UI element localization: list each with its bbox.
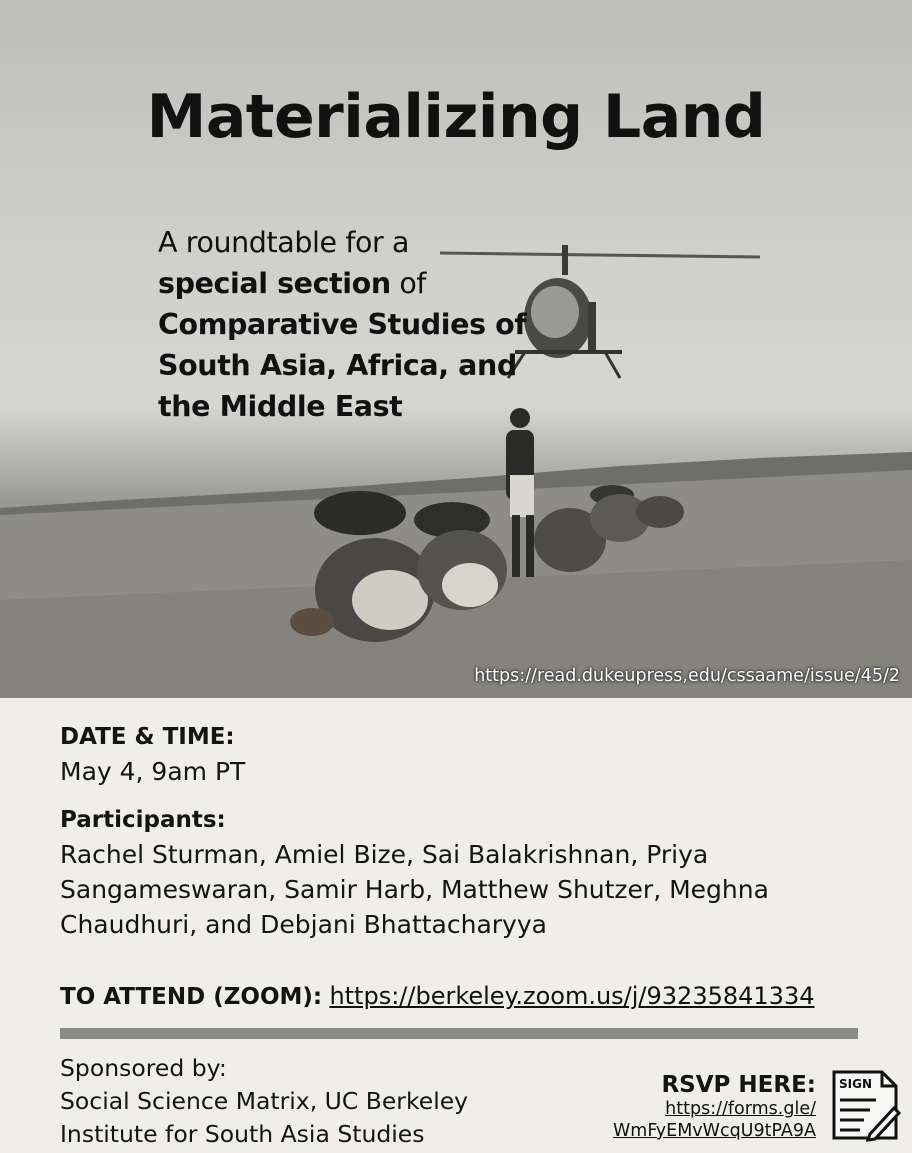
sponsor-isas: Institute for South Asia Studies bbox=[60, 1120, 425, 1148]
journal-url: https://read.dukeupress,edu/cssaame/issue/45/2 bbox=[474, 666, 900, 686]
journal-name: Comparative Studies of South Asia, Africa, and the Middle East bbox=[158, 308, 527, 423]
sponsor-matrix: Social Science Matrix, UC Berkeley bbox=[60, 1087, 469, 1115]
date-label: DATE & TIME: bbox=[60, 724, 235, 750]
attend-label: TO ATTEND (ZOOM): bbox=[60, 984, 323, 1010]
subtitle-intro: A roundtable for a bbox=[158, 226, 410, 259]
subtitle-of: of bbox=[390, 267, 427, 300]
sign-document-icon bbox=[830, 1068, 902, 1142]
event-details bbox=[60, 724, 860, 942]
rsvp-link-line1[interactable]: https://forms.gle/ bbox=[665, 1099, 816, 1119]
subtitle-special-section: special section bbox=[158, 267, 391, 300]
participants-value: Rachel Sturman, Amiel Bize, Sai Balakrishnan, Priya Sangameswaran, Samir Harb, Matthew Shutzer, Meghna Chaudhuri, and Debjani Bhattacharyya bbox=[60, 840, 769, 939]
sign-icon-label: SIGN bbox=[839, 1077, 872, 1091]
rsvp-block bbox=[516, 1072, 816, 1142]
zoom-link[interactable]: https://berkeley.zoom.us/j/93235841334 bbox=[329, 982, 815, 1010]
sponsors bbox=[60, 1052, 468, 1151]
participants-label: Participants: bbox=[60, 807, 226, 833]
date-value: May 4, 9am PT bbox=[60, 757, 246, 786]
attend-row bbox=[60, 982, 814, 1010]
rsvp-label: RSVP HERE: bbox=[661, 1072, 816, 1098]
rsvp-link-line2[interactable]: WmFyEMvWcqU9tPA9A bbox=[612, 1121, 816, 1141]
divider bbox=[60, 1028, 858, 1039]
sponsor-label: Sponsored by: bbox=[60, 1054, 227, 1082]
poster-subtitle bbox=[158, 222, 538, 427]
poster-title: Materializing Land bbox=[146, 82, 766, 152]
